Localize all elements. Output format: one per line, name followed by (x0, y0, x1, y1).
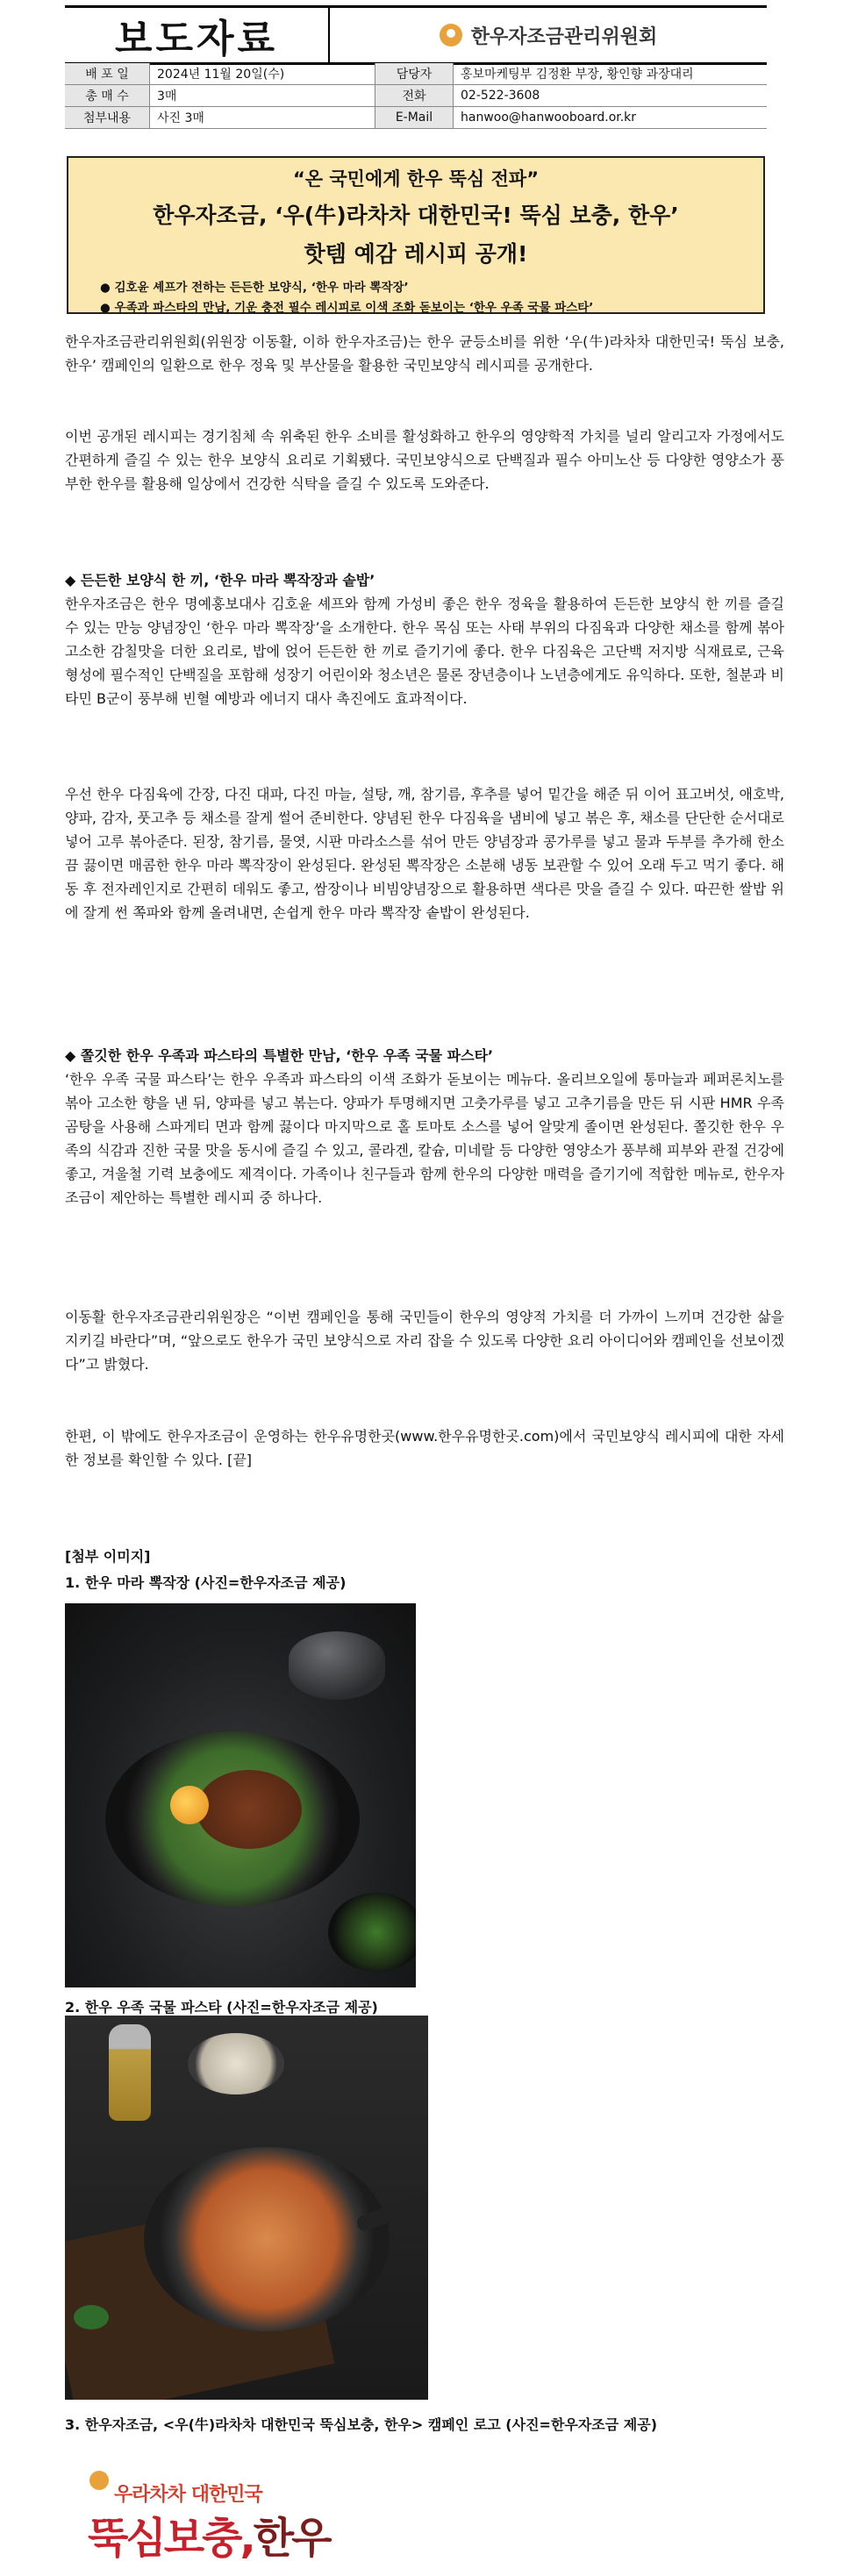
meat-topping (197, 1770, 302, 1849)
mara-paragraph-1: 한우자조금은 한우 명예홍보대사 김호윤 셰프와 함께 가성비 좋은 한우 정육을 활용하여 든든한 보양식 한 끼를 즐길 수 있는 만능 양념장인 ‘한우 마라 뽁작장’을 소개한다. 한우 목심 또는 사태 부위의 다짐육과 다양한 채소를 함께 볶아 고소한 감칠맛을 더한 요리로, 밥에 얹어 든든한 한 끼로 즐기기에 좋다. 한우 다짐육은 고단백 저지방 식재료로, 근육 형성에 필수적인 단백질을 포함해 성장기 어린이와 청소년은 물론 장년층이나 노년층에게도 유익하다. 또한, 철분과 비타민 B군이 풍부해 빈혈 예방과 에너지 대사 촉진에도 효과적이다. (65, 596, 784, 707)
caption-photo-2: 2. 한우 우족 국물 파스타 (사진=한우자조금 제공) (65, 1999, 378, 2016)
egg-yolk (170, 1786, 209, 1824)
oil-bottle-icon (109, 2024, 151, 2121)
logo-top-text (114, 2480, 262, 2507)
mara-paragraph-2: 우선 한우 다짐육에 간장, 다진 대파, 다진 마늘, 설탕, 깨, 참기름, 후추를 넣어 밑간을 해준 뒤 이어 표고버섯, 애호박, 양파, 감자, 풋고추 등 채소를 잘게 썰어 준비한다. 양념된 한우 다짐육을 냄비에 넣고 볶은 후, 채소를 단단한 순서대로 넣어 고루 볶아준다. 된장, 참기름, 물엿, 시판 마라소스를 섞어 만든 양념장과 콩가루를 넣고 물과 두부를 추가해 한소끔 끓이면 매콤한 한우 마라 뽁작장이 완성된다. 완성된 뽁작장은 소분해 냉동 보관할 수 있어 오래 두고 먹기 좋다. 해동 후 전자레인지로 간편히 데워도 좋고, 쌈장이나 비빔양념장으로 활용하면 색다른 맛을 즐길 수 있다. 따끈한 쌀밥 위에 잘게 썬 쪽파와 함께 올려내면, 손쉽게 한우 마라 뽁작장 솥밥이 완성된다. (65, 786, 784, 921)
email-label: E-Mail (375, 107, 454, 129)
attachment-value: 사진 3매 (150, 107, 375, 129)
headline-bullet: ● 김호윤 셰프가 전하는 든든한 보양식, ‘한우 마라 뽁작장’ (100, 281, 409, 295)
closing-paragraph: 한편, 이 밖에도 한우자조금이 운영하는 한우유명한곳(www.한우유명한곳.com)에서 국민보양식 레시피에 대한 자세한 정보를 확인할 수 있다. [끝] (65, 1428, 784, 1468)
quote-paragraph: 이동활 한우자조금관리위원장은 “이번 캠페인을 통해 국민들이 한우의 영양적 가치를 더 가까이 느끼며 건강한 삶을 지키길 바란다”며, “앞으로도 한우가 국민 보양식으로 자리 잡을 수 있도록 다양한 요리 아이디어와 캠페인을 선보이겠다”고 밝혔다. (65, 1309, 784, 1373)
side-dish-icon (328, 1893, 416, 1972)
caption-photo-3: 3. 한우자조금, <우(牛)라차차 대한민국 뚝심보충, 한우> 캠페인 로고 (사진=한우자조금 제공) (65, 2416, 658, 2433)
attachments-heading: [첨부 이미지] (65, 1548, 151, 1565)
photo-ujok-pasta (65, 2016, 428, 2400)
garnish-bowl (188, 2033, 284, 2094)
phone-value: 02-522-3608 (454, 85, 768, 107)
purpose-paragraph: 이번 공개된 레시피는 경기침체 속 위축된 한우 소비를 활성화하고 한우의 영양학적 가치를 널리 알리고자 가정에서도 간편하게 즐길 수 있는 한우 보양식 요리로 기획됐다. 국민보양식으로 단백질과 필수 아미노산 등 다양한 영양소가 풍부한 한우를 활용해 일상에서 건강한 식탁을 즐길 수 있도록 도와준다. (65, 428, 784, 492)
logo-main-b: 한우 (253, 2514, 330, 2563)
org-brand (330, 8, 767, 62)
basil-leaf-icon (74, 2305, 109, 2330)
phone-label: 전화 (375, 85, 454, 107)
headline-box (67, 156, 765, 314)
table-row (65, 85, 767, 107)
section-heading-pasta: ◆ 쫄깃한 한우 우족과 파스타의 특별한 만남, ‘한우 우족 국물 파스타’ (65, 1047, 494, 1064)
attachment-label: 첨부내용 (65, 107, 150, 129)
coin-icon (89, 2471, 109, 2490)
pasta-pan-icon (144, 2147, 390, 2331)
release-info-table (65, 63, 767, 129)
pages-label: 총 매 수 (65, 85, 150, 107)
masthead (65, 5, 767, 65)
headline-bullet: ● 우족과 파스타의 만남, 기운 충전 필수 레시피로 이색 조화 돋보이는 ‘한우 우족 국물 파스타’ (100, 301, 594, 315)
logo-top-b: 대한민국 (190, 2484, 262, 2506)
section-heading-mara: ◆ 든든한 보양식 한 끼, ‘한우 마라 뽁작장과 솥밥’ (65, 572, 375, 589)
contact-label: 담당자 (375, 63, 454, 85)
headline-bullets (100, 277, 763, 315)
press-release-title: 보도자료 (65, 8, 330, 62)
email-value: hanwoo@hanwooboard.or.kr (454, 107, 768, 129)
date-value: 2024년 11월 20일(수) (150, 63, 375, 85)
photo-mara-bokjakjang (65, 1603, 416, 1987)
table-row (65, 107, 767, 129)
pot-icon (289, 1631, 385, 1700)
headline-sub: 핫템 예감 레시피 공개! (304, 241, 528, 267)
intro-paragraph: 한우자조금관리위원회(위원장 이동활, 이하 한우자조금)는 한우 균등소비를 위한 ‘우(牛)라차차 대한민국! 뚝심 보충, 한우’ 캠페인의 일환으로 한우 정육 및 부산물을 활용한 국민보양식 레시피를 공개한다. (65, 333, 784, 374)
contact-value: 홍보마케팅부 김정환 부장, 황인향 과장대리 (454, 63, 768, 85)
hanwoo-logo-icon (440, 24, 462, 46)
headline-quote: “온 국민에게 한우 뚝심 전파” (293, 168, 539, 189)
table-row (65, 63, 767, 85)
headline-main: 한우자조금, ‘우(牛)라차차 대한민국! 뚝심 보충, 한우’ (153, 203, 679, 228)
pasta-paragraph: ‘한우 우족 국물 파스타’는 한우 우족과 파스타의 이색 조화가 돋보이는 메뉴다. 올리브오일에 통마늘과 페퍼론치노를 볶아 고소한 향을 낸 뒤, 양파를 넣고 볶는다. 양파가 투명해지면 고춧가루를 넣고 고추기름을 만든 뒤 시판 HMR 우족 곰탕을 사용해 스파게티 면과 함께 끓이다 마지막으로 홀 토마토 소스를 넣어 알맞게 졸이면 완성된다. 쫄깃한 한우 우족의 식감과 진한 국물 맛을 동시에 즐길 수 있고, 콜라겐, 칼슘, 미네랄 등 다양한 영양소가 풍부해 피부와 관절 건강에 좋고, 겨울철 기력 보충에도 제격이다. 가족이나 친구들과 함께 한우의 다양한 매력을 즐기기에 적합한 메뉴로, 한우자조금이 제안하는 특별한 레시피 중 하나다. (65, 1071, 784, 1206)
logo-main-text (88, 2504, 329, 2565)
org-name: 한우자조금관리위원회 (470, 25, 658, 48)
caption-photo-1: 1. 한우 마라 뽁작장 (사진=한우자조금 제공) (65, 1574, 347, 1591)
logo-main-a: 뚝심보충, (88, 2514, 254, 2563)
pages-value: 3매 (150, 85, 375, 107)
date-label: 배 포 일 (65, 63, 150, 85)
logo-top-a: 우라차차 (114, 2484, 186, 2506)
campaign-logo (79, 2469, 360, 2567)
